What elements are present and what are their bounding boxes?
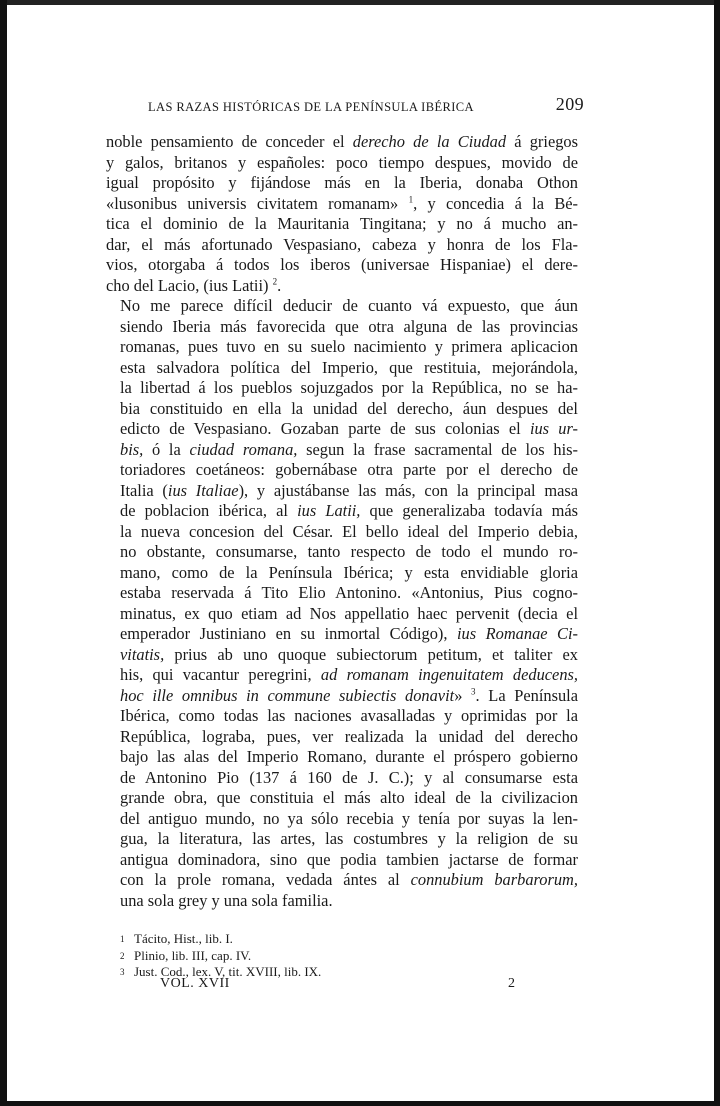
footnote-reference: 3 (471, 686, 476, 697)
text-line: esta salvadora política del Imperio, que restituia, mejorándola, (120, 357, 578, 377)
footnote (120, 931, 578, 948)
page-number: 209 (555, 94, 584, 114)
italic-phrase: connubium barbarorum, (410, 870, 578, 889)
footnote-text: Just. Cod., lex. V, tit. XVIII, lib. IX. (134, 964, 322, 979)
text-line: una sola grey y una sola familia. (120, 890, 333, 910)
italic-phrase: ad romanam ingenuitatem deducens, (320, 665, 578, 684)
footnote (120, 948, 578, 965)
italic-phrase: derecho de la Ciudad (352, 132, 507, 151)
scan-edge-right (714, 0, 720, 1106)
italic-phrase: hoc ille omnibus in commune subiectis donavit (120, 685, 455, 705)
text-line: cho del Lacio, (ius Latii) $^2$. (106, 275, 282, 295)
text-line: minatus, ex quo etiam ad Nos appellatio haec pervenit (decia el (120, 603, 578, 623)
footnote-mark: 3 (120, 967, 125, 977)
text-line: dar, el más afortunado Vespasiano, cabeza y honra de los Fla- (106, 234, 578, 254)
text-line: antigua dominadora, sino que podia tambien jactarse de formar (120, 849, 578, 869)
text-line: tica el dominio de la Mauritania Tingitana; y no á mucho an- (106, 214, 578, 233)
text-line: Ibérica, como todas las naciones avasalladas y oprimidas por la (120, 706, 578, 725)
text-line: y galos, britanos y españoles: poco tiempo despues, movido de (106, 152, 578, 172)
text-line: no obstante, consumarse, tanto respecto de todo el mundo ro- (120, 542, 578, 561)
text-line: del antiguo mundo, no ya sólo recebia y tenía por suyas la len- (120, 808, 578, 828)
text-line: República, lograba, pues, ver realizada la unidad del derecho (120, 726, 578, 746)
text-line: No me parece difícil deducir de cuanto vá expuesto, que áun (120, 296, 578, 315)
text-line: emperador Justiniano en su inmortal Código), ius Romanae Ci- (120, 624, 578, 643)
text-line: vios, otorgaba á todos los iberos (universae Hispaniae) el dere- (106, 255, 578, 274)
running-head (106, 94, 584, 118)
text-line: la libertad á los pueblos sojuzgados por la República, no se ha- (120, 378, 578, 397)
scan-edge-bottom (0, 1101, 720, 1106)
scan-edge-left (0, 0, 7, 1106)
text-line: con la prole romana, vedada ántes al connubium barbarorum, (120, 870, 578, 889)
footnote-mark: 1 (120, 934, 125, 944)
text-line: mano, como de la Península Ibérica; y esta envidiable gloria (120, 562, 578, 582)
text-line: estaba reservada á Tito Elio Antonino. «Antonius, Pius cogno- (120, 583, 578, 602)
footnote-reference: 1 (408, 194, 414, 205)
paragraph (106, 132, 578, 296)
running-title: LAS RAZAS HISTÓRICAS DE LA PENÍNSULA IBÉRICA (148, 100, 474, 114)
italic-phrase: vitatis, (120, 644, 165, 664)
text-line: hoc ille omnibus in commune subiectis donavit» $^3$. La Península (120, 685, 578, 705)
italic-phrase: ius Latii, (297, 501, 361, 520)
text-line: bajo las alas del Imperio Romano, durante el próspero gobierno (120, 747, 578, 766)
text-line: grande obra, que constituia el más alto ideal de la civilizacion (120, 788, 578, 807)
footnote-text: Plinio, lib. III, cap. IV. (134, 947, 252, 963)
text-line: la nueva concesion del César. El bello ideal del Imperio debia, (120, 521, 578, 541)
paragraph (106, 296, 578, 911)
text-line: vitatis, prius ab uno quoque subiectorum petitum, et taliter ex (120, 644, 578, 664)
scan-edge-top (0, 0, 720, 5)
text-line: edicto de Vespasiano. Gozaban parte de sus colonias el ius ur- (120, 419, 578, 438)
text-line: gua, la literatura, las artes, las costumbres y la religion de su (120, 829, 578, 848)
volume-label: VOL. XVII (160, 976, 230, 991)
text-line: toriadores coetáneos: gobernábase otra parte por el derecho de (120, 460, 578, 479)
text-line: his, qui vacantur peregrini, ad romanam ingenuitatem deducens, (120, 665, 578, 684)
book-page (106, 94, 584, 981)
footnote-reference: 2 (272, 276, 278, 287)
italic-phrase: ius Romanae Ci- (457, 624, 578, 643)
text-line: noble pensamiento de conceder el derecho de la Ciudad á griegos (106, 132, 578, 151)
italic-phrase: bis, (120, 439, 144, 459)
text-line: «lusonibus universis civitatem romanam» $^1$, y concedia á la Bé- (106, 193, 578, 213)
italic-phrase: ciudad romana, (189, 439, 298, 459)
body-text (106, 132, 578, 911)
text-line: bia constituido en ella la unidad del derecho, áun despues del (120, 398, 578, 418)
text-line: siendo Iberia más favorecida que otra alguna de las provincias (120, 316, 578, 336)
italic-phrase: ius Italiae (167, 480, 239, 500)
text-line: Italia (ius Italiae), y ajustábanse las más, con la principal masa (120, 480, 579, 500)
text-line: de Antonino Pio (137 á 160 de J. C.); y al consumarse esta (120, 767, 578, 787)
footnotes (106, 931, 578, 981)
text-line: de poblacion ibérica, al ius Latii, que generalizaba todavía más (120, 501, 579, 520)
text-line: bis, ó la ciudad romana, segun la frase sacramental de los his- (120, 439, 578, 459)
text-line: igual propósito y fijándose más en la Iberia, donaba Othon (106, 173, 578, 192)
page-footer (160, 976, 520, 1000)
signature-mark: 2 (508, 976, 515, 991)
footnote-text: Tácito, Hist., lib. I. (134, 931, 233, 946)
text-line: romanas, pues tuvo en su suelo nacimiento y primera aplicacion (120, 337, 578, 356)
italic-phrase: ius ur- (529, 419, 578, 438)
footnote-mark: 2 (120, 950, 125, 961)
